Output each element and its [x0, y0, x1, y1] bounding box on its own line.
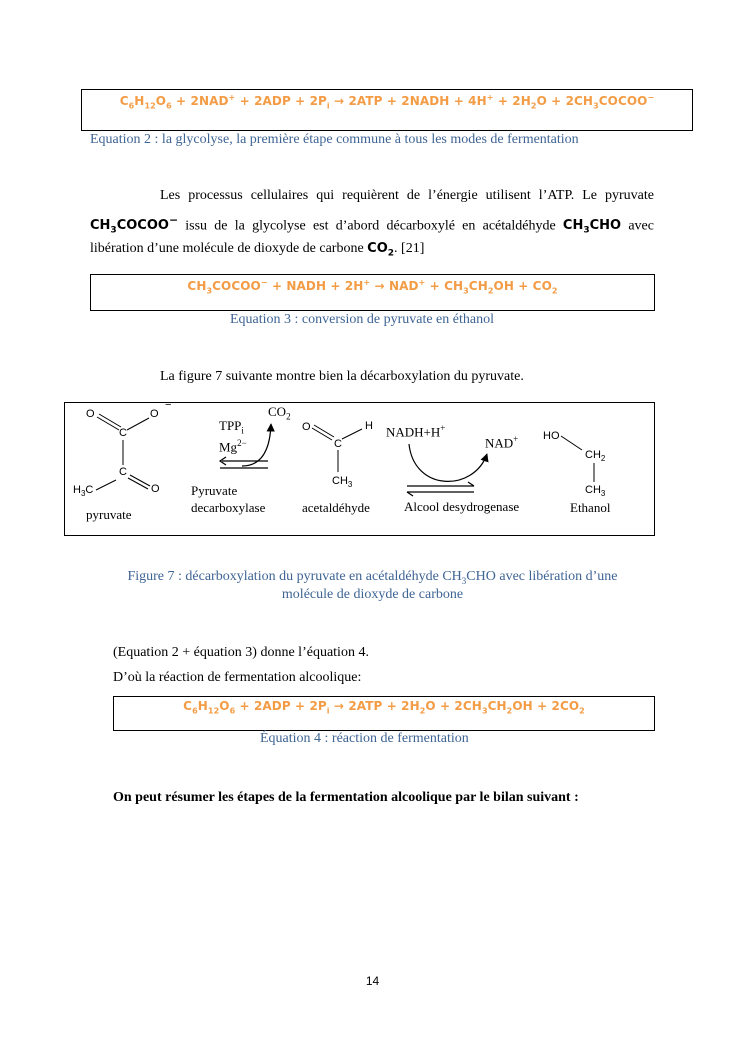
equation-3: $CH_3COCOO^-$ + NADH + $2H^+ \to NAD^+ + CH_3CH_2OH + CO_2$ — [187, 278, 558, 296]
pyruvate-charge: − — [165, 399, 172, 411]
ethanol-ch3: $CH_3$ — [585, 484, 606, 499]
figure-7-caption-line-1: Figure 7 : décarboxylation du pyruvate en acétaldéhyde $CH_3CHO$ avec libération d’une — [127, 569, 618, 586]
pyruvate-label: pyruvate — [86, 507, 132, 522]
enzyme-1-line-2: decarboxylase — [191, 500, 266, 515]
acetaldehyde-label: acetaldéhyde — [302, 500, 370, 515]
pyruvate-c-mid: C — [119, 466, 127, 478]
pyruvate-h3c: $H_3C$ — [73, 484, 94, 499]
equation-3-box — [90, 274, 655, 311]
paragraph-2: La figure 7 suivante montre bien la décarboxylation du pyruvate. — [160, 369, 524, 384]
ethanol-label: Ethanol — [570, 500, 611, 515]
ethanol-ho: HO — [543, 430, 560, 442]
equation-4-caption: Équation 4 : réaction de fermentation — [260, 731, 469, 746]
page-number: 14 — [365, 974, 380, 988]
equation-3-caption: Equation 3 : conversion de pyruvate en éthanol — [230, 312, 494, 327]
pyruvate-o-left: O — [86, 408, 95, 420]
equation-4: $C_6H_{12}O_6 + 2ADP + 2P_i \to 2ATP + 2H_2O + 2CH_3CH_2OH + 2CO_2$ — [183, 699, 585, 716]
equation-2: $C_6H_{12}O_6 + 2NAD^+ + 2ADP + 2P_i \to 2ATP$ + 2NADH + $4H^+ + 2H_2O$ + $2CH_3COCOO^-$ — [119, 93, 655, 111]
paragraph-3-line-2: D’où la réaction de fermentation alcoolique: — [113, 670, 362, 685]
acetaldehyde-h: H — [365, 420, 373, 432]
nadh-reactant: NADH+H+ — [386, 423, 446, 440]
pyruvate-c-top: C — [119, 427, 127, 439]
equilibrium-arrows-2 — [407, 444, 487, 496]
equation-4-box — [113, 696, 655, 731]
paragraph-1-line-2: $CH_3COCOO^-$ issu de la glycolyse est d’abord décarboxylé en acétaldéhyde $CH_3CHO$ avec — [90, 214, 654, 236]
equation-2-caption: Equation 2 : la glycolyse, la première étape commune à tous les modes de fermentation — [90, 132, 579, 147]
enzyme-1-line-1: Pyruvate — [191, 483, 238, 498]
figure-7-caption-line-2: molécule de dioxyde de carbone — [281, 587, 464, 602]
co2-product: $CO_2$ — [268, 404, 291, 422]
paragraph-1-line-3: libération d’une molécule de dioxyde de carbone $CO_2$. [21] — [90, 241, 425, 259]
acetaldehyde-c: C — [334, 438, 342, 450]
paragraph-1-line-1: Les processus cellulaires qui requièrent de l’énergie utilisent l’ATP. Le pyruvate — [160, 188, 654, 203]
acetaldehyde-ch3: $CH_3$ — [332, 475, 353, 490]
ethanol-ch2: $CH_2$ — [585, 449, 606, 464]
equation-2-box — [81, 89, 693, 131]
pyruvate-o-bottom: O — [151, 483, 160, 495]
pyruvate-structure — [96, 414, 150, 490]
mg-cofactor: $Mg^{2-}$ — [219, 438, 247, 455]
acetaldehyde-o: O — [302, 421, 311, 433]
enzyme-2-label: Alcool desydrogenase — [404, 499, 520, 514]
tpp-cofactor: $TPP_i$ — [219, 418, 244, 436]
paragraph-3-line-1: (Equation 2 + équation 3) donne l’équation 4. — [113, 645, 369, 660]
pyruvate-o-right: O — [150, 408, 159, 420]
summary-heading: On peut résumer les étapes de la fermentation alcoolique par le bilan suivant : — [113, 790, 579, 805]
nad-product: NAD+ — [485, 434, 519, 451]
